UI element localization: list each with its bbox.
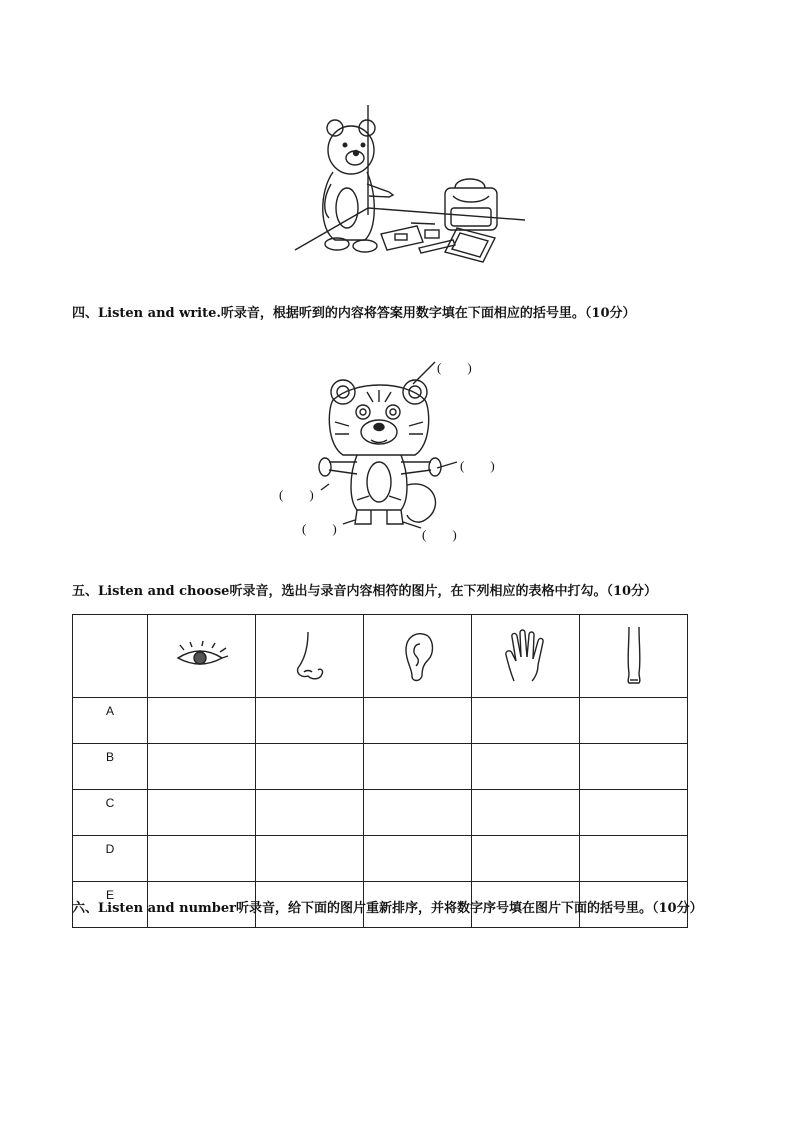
answer-cell[interactable] <box>472 836 580 882</box>
table-row <box>73 698 688 744</box>
row-label: E <box>73 882 148 928</box>
section5-heading: 五、Listen and choose听录音，选出与录音内容相符的图片，在下列相应的表格中打勾。（10分） <box>72 584 658 599</box>
row-label: D <box>73 836 148 882</box>
blank-5[interactable]: ( ) <box>422 527 457 542</box>
row-label: B <box>73 744 148 790</box>
eye-icon <box>172 636 232 676</box>
answer-cell[interactable] <box>364 790 472 836</box>
ear-icon <box>398 628 438 684</box>
leg-icon <box>619 625 649 687</box>
hand-icon <box>502 627 550 685</box>
answer-cell[interactable] <box>256 790 364 836</box>
answer-cell[interactable] <box>472 744 580 790</box>
answer-cell[interactable] <box>148 744 256 790</box>
blank-2[interactable]: ( ) <box>460 458 495 473</box>
row-label: A <box>73 698 148 744</box>
blank-4[interactable]: ( ) <box>302 521 337 536</box>
answer-cell[interactable] <box>364 744 472 790</box>
section4-heading: 四、Listen and write.听录音，根据听到的内容将答案用数字填在下面相应的括号里。（10分） <box>72 306 636 321</box>
answer-table <box>72 614 688 928</box>
answer-cell[interactable] <box>580 744 688 790</box>
answer-cell[interactable] <box>472 790 580 836</box>
column-nose <box>256 615 364 698</box>
answer-cell[interactable] <box>148 790 256 836</box>
answer-cell[interactable] <box>580 698 688 744</box>
nose-icon <box>290 628 330 684</box>
table-row <box>73 790 688 836</box>
answer-cell[interactable] <box>580 790 688 836</box>
answer-cell[interactable] <box>580 836 688 882</box>
row-label: C <box>73 790 148 836</box>
section6-heading: 六、Listen and number听录音，给下面的图片重新排序，并将数字序号填在图片下面的括号里。（10分） <box>72 901 703 916</box>
column-ear <box>364 615 472 698</box>
answer-cell[interactable] <box>364 836 472 882</box>
column-eye <box>148 615 256 698</box>
blank-3[interactable]: ( ) <box>279 487 314 502</box>
answer-cell[interactable] <box>148 836 256 882</box>
answer-cell[interactable] <box>256 744 364 790</box>
answer-cell[interactable] <box>364 698 472 744</box>
column-hand <box>472 615 580 698</box>
table-row <box>73 744 688 790</box>
column-leg <box>580 615 688 698</box>
bear-schoolbag-illustration <box>285 100 535 280</box>
answer-cell[interactable] <box>256 698 364 744</box>
answer-cell[interactable] <box>256 836 364 882</box>
table-row <box>73 836 688 882</box>
corner-cell <box>73 615 148 698</box>
blank-1[interactable]: ( ) <box>437 360 472 375</box>
answer-cell[interactable] <box>148 698 256 744</box>
answer-cell[interactable] <box>472 698 580 744</box>
table-header-row <box>73 615 688 698</box>
